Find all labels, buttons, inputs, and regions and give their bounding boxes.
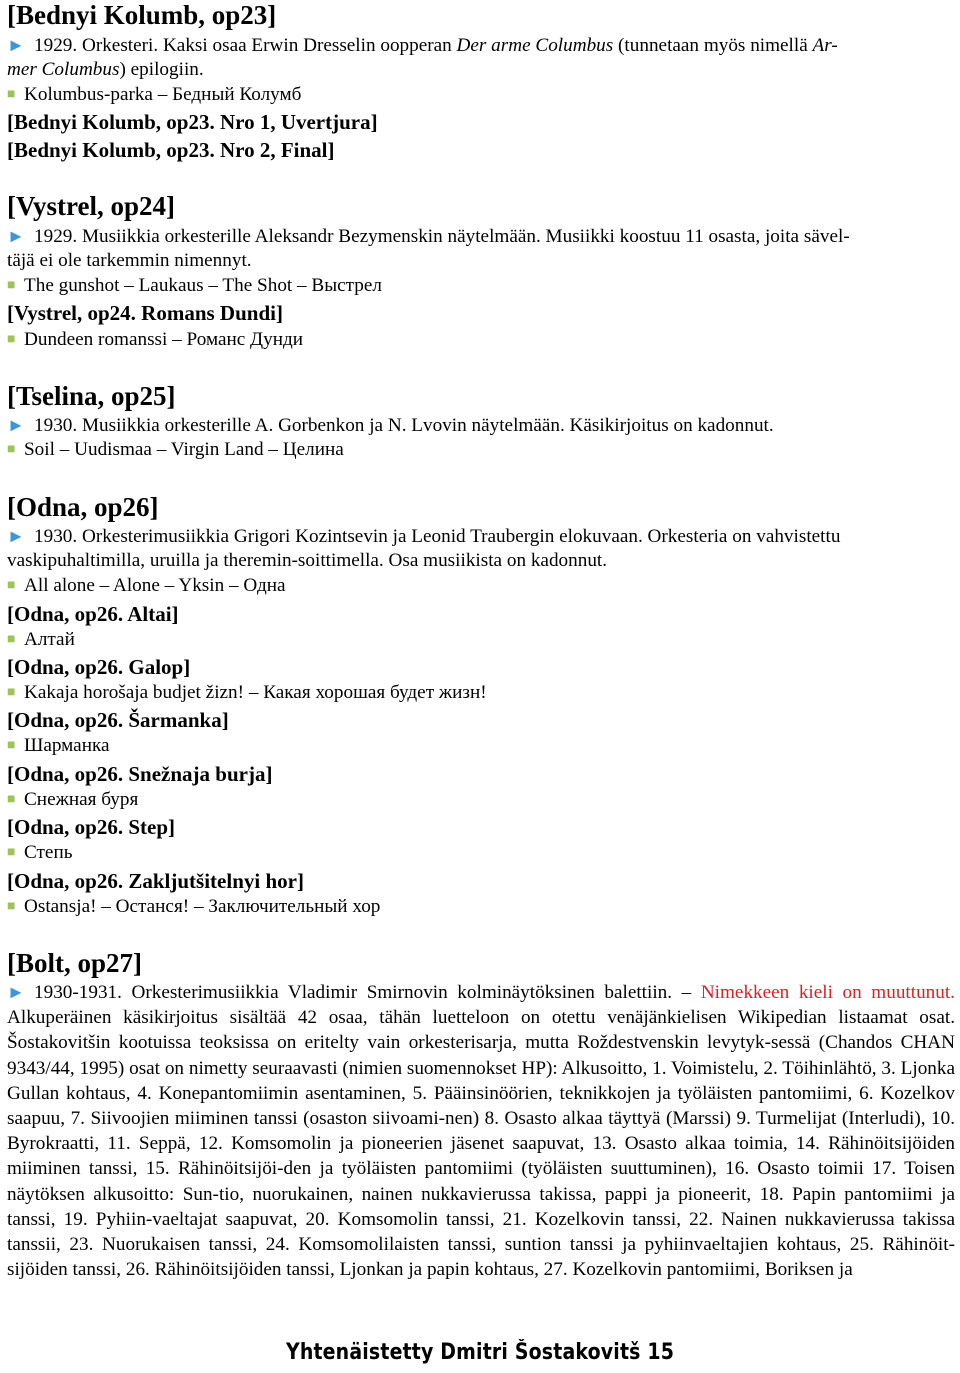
square-bullet-icon: ■: [7, 442, 16, 457]
vystrel-description-line2: täjä ei ole tarkemmin nimennyt.: [7, 250, 252, 271]
subheading-bednyi-kolumb-nro1: [Bednyi Kolumb, op23. Nro 1, Uvertjura]: [7, 110, 378, 134]
triangle-bullet-icon: ►: [7, 226, 25, 246]
triangle-bullet-icon: ►: [7, 526, 25, 546]
page-footer: Yhtenäistetty Dmitri Šostakovitš 15: [285, 1340, 675, 1365]
square-bullet-icon: ■: [7, 332, 16, 347]
language-change-note: Nimekkeen kieli on muuttunut.: [700, 982, 955, 1003]
subheading-odna-sarmanka: [Odna, op26. Šarmanka]: [7, 708, 229, 732]
tselina-titles: ■ Soil – Uudismaa – Virgin Land – Целина: [7, 439, 344, 460]
triangle-bullet-icon: ►: [7, 35, 25, 55]
odna-step-titles: ■ Степь: [7, 842, 73, 863]
bednyi-kolumb-description-line2: mer Columbus) epilogiin.: [7, 59, 204, 80]
square-bullet-icon: ■: [7, 845, 16, 860]
square-bullet-icon: ■: [7, 685, 16, 700]
odna-titles: ■ All alone – Alone – Yksin – Одна: [7, 575, 286, 596]
bednyi-kolumb-description-line1: ► 1929. Orkesteri. Kaksi osaa Erwin Dresselin oopperan Der arme Columbus (tunnetaan myös nimellä Ar-: [7, 35, 838, 56]
odna-galop-titles: ■ Kakaja horošaja budjet žizn! – Какая хорошая будет жизн!: [7, 682, 487, 703]
odna-sneznaja-burja-titles: ■ Снежная буря: [7, 789, 139, 810]
triangle-bullet-icon: ►: [7, 982, 25, 1002]
subheading-odna-step: [Odna, op26. Step]: [7, 815, 176, 839]
section-heading-bolt: [Bolt, op27]: [7, 948, 142, 978]
vystrel-romans-titles: ■ Dundeen romanssi – Романс Дунди: [7, 329, 304, 350]
bolt-description: ► 1930-1931. Orkesterimusiikkia Vladimir Smirnovin kolminäytöksinen balettiin. – Nimekkeen kieli on muuttunut. Alkuperäinen käsikirjoitus sisältää 42 osaa, tähän luetteloon on otettu venäjänkielisen Wikipedian listaamat osat. Šostakovitšin kootuissa teoksissa on eritelty vain orkesterisarja, mutta Roždestvenskin levytyk-sessä (Chandos CHAN 9343/44, 1995) osat on nimetty seuraavasti (nimien suomennokset HP): Alkusoitto, 1. Voimistelu, 2. Töihinlähtö, 3. Ljonka Gullan kohtaus, 4. Konepantomiimin asentaminen, 5. Pääinsinöörien, teknikkojen ja työläisten pantomiimi, 6. Kozelkov saapuu, 7. Siivoojien miiminen tanssi (osaston siivoami-nen) 8. Osasto alkaa täyttyä (Marssi) 9. Turmelijat (Interludi), 10. Byrokraatti, 11. Seppä, 12. Komsomolin ja pioneerien jäsenet saapuvat, 13. Osasto alkaa toimia, 14. Rähinöitsijöiden miiminen tanssi, 15. Rähinöitsijöi-den ja työläisten pantomiimi (työläisten suuttuminen), 16. Osasto toimii 17. Toisen näytöksen alkusoitto: Sun-tio, nuorukainen, nainen nukkavierussa takissa, pappi ja pioneerit, 18. Papin pantomiimi ja tanssi, 19. Pyhiin-vaeltajat saapuvat, 20. Komsomolin tanssi, 21. Kozelkovin tanssi, 22. Nainen nukkavierussa takissa tanssii, 23. Nuorukaisen tanssi, 24. Komsomolilaisten tanssi, suntion tanssi ja pyhiinvaeltajien kohtaus, 25. Rähinöit-sijöiden tanssi, 26. Rähinöitsijöiden tanssi, Ljonkan ja papin kohtaus, 27. Kozelkovin pantomiimi, Boriksen ja: [7, 982, 955, 1281]
subheading-bednyi-kolumb-nro2: [Bednyi Kolumb, op23. Nro 2, Final]: [7, 138, 335, 162]
square-bullet-icon: ■: [7, 278, 16, 293]
square-bullet-icon: ■: [7, 578, 16, 593]
subheading-odna-altai: [Odna, op26. Altai]: [7, 602, 179, 626]
section-heading-tselina: [Tselina, op25]: [7, 381, 176, 411]
subheading-vystrel-romans-dundi: [Vystrel, op24. Romans Dundi]: [7, 301, 283, 325]
subheading-odna-sneznaja-burja: [Odna, op26. Snežnaja burja]: [7, 762, 273, 786]
square-bullet-icon: ■: [7, 899, 16, 914]
section-heading-vystrel: [Vystrel, op24]: [7, 191, 175, 221]
odna-sarmanka-titles: ■ Шарманка: [7, 735, 110, 756]
bednyi-kolumb-titles: ■ Kolumbus-parka – Бедный Колумб: [7, 84, 302, 105]
odna-zakljutsitelnyi-hor-titles: ■ Ostansja! – Останся! – Заключительный хор: [7, 896, 381, 917]
odna-description-line1: ► 1930. Orkesterimusiikkia Grigori Kozintsevin ja Leonid Traubergin elokuvaan. Orkesteria on vahvistettu: [7, 526, 841, 547]
subheading-odna-zakljutsitelnyi-hor: [Odna, op26. Zakljutšitelnyi hor]: [7, 869, 304, 893]
section-heading-odna: [Odna, op26]: [7, 492, 159, 522]
triangle-bullet-icon: ►: [7, 415, 25, 435]
square-bullet-icon: ■: [7, 738, 16, 753]
square-bullet-icon: ■: [7, 792, 16, 807]
vystrel-description-line1: ► 1929. Musiikkia orkesterille Aleksandr Bezymenskin näytelmään. Musiikki koostuu 11 osasta, joita sävel-: [7, 226, 850, 247]
odna-description-line2: vaskipuhaltimilla, uruilla ja theremin-soittimella. Osa musiikista on kadonnut.: [7, 550, 608, 571]
square-bullet-icon: ■: [7, 87, 16, 102]
square-bullet-icon: ■: [7, 632, 16, 647]
vystrel-titles: ■ The gunshot – Laukaus – The Shot – Выстрел: [7, 275, 382, 296]
odna-altai-titles: ■ Алтай: [7, 629, 75, 650]
subheading-odna-galop: [Odna, op26. Galop]: [7, 655, 191, 679]
tselina-description: ► 1930. Musiikkia orkesterille A. Gorbenkon ja N. Lvovin näytelmään. Käsikirjoitus on kadonnut.: [7, 415, 774, 436]
section-heading-bednyi-kolumb: [Bednyi Kolumb, op23]: [7, 0, 277, 30]
